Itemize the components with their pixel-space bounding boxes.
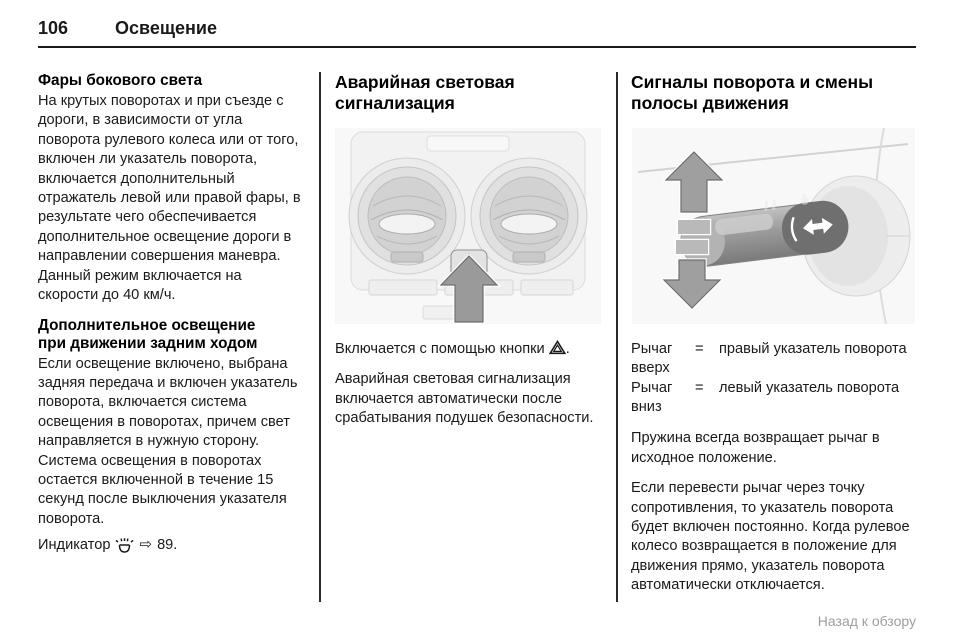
indicator-label: Индикатор bbox=[38, 536, 111, 553]
column-divider bbox=[616, 72, 618, 602]
page-ref-arrow-icon: ⇨ bbox=[139, 536, 153, 554]
cornering-light-indicator-icon bbox=[115, 537, 134, 554]
table-term: Рычаг вверх bbox=[631, 340, 673, 377]
section-title-side-lights: Фары бокового света bbox=[38, 72, 203, 89]
hazard-button-illustration bbox=[335, 128, 601, 324]
back-to-overview-link[interactable]: Назад к обзору bbox=[817, 613, 916, 629]
table-term: Рычаг вниз bbox=[631, 379, 673, 415]
hazard-warning-triangle-icon bbox=[549, 340, 566, 355]
content-columns bbox=[38, 72, 916, 604]
header-rule bbox=[38, 46, 916, 48]
page-number: 106 bbox=[38, 18, 69, 38]
indicator-reference-line bbox=[38, 535, 305, 555]
table-definition: левый указатель поворота bbox=[719, 379, 900, 396]
hazard-activation-text: Включается с помощью кнопки . bbox=[335, 340, 570, 357]
section-body-side-lights: На крутых поворотах и при съезде с дороги, в зависимости от угла поворота рулевого колеса или от того, включен ли указатель поворота, включается дополнительный отражатель левой или правой фары, в результате чего обеспечивается дополнительное освещение дороги в направлении совершения маневра. Данный режим включается на скорости до 40 км/ч. bbox=[38, 93, 301, 304]
resistance-point-text: Если перевести рычаг через точку сопротивления, то указатель поворота будет включен постоянно. Когда рулевое колесо возвращается в положение для движения прямо, указатель поворота автоматически отключается. bbox=[631, 480, 910, 594]
page-header bbox=[38, 18, 916, 39]
column-hazard-lights bbox=[335, 72, 601, 607]
section-title-turn-signals: Сигналы поворота и смены полосы движения bbox=[631, 72, 874, 114]
column-turn-signals bbox=[631, 72, 916, 607]
table-equals: = bbox=[695, 379, 704, 396]
column-side-lights bbox=[38, 72, 305, 607]
page-ref-number: 89. bbox=[157, 536, 178, 553]
column-divider bbox=[319, 72, 321, 602]
section-title-reversing-light: Дополнительное освещение при движении задним ходом bbox=[38, 316, 258, 352]
table-equals: = bbox=[695, 340, 704, 357]
spring-return-text: Пружина всегда возвращает рычаг в исходное положение. bbox=[631, 430, 880, 466]
hazard-auto-text: Аварийная световая сигнализация включается автоматически после срабатывания подушек безопасности. bbox=[335, 371, 594, 426]
turn-signal-lever-illustration bbox=[631, 128, 916, 324]
section-title-hazard-lights: Аварийная световая сигнализация bbox=[335, 72, 515, 114]
page-footer bbox=[38, 613, 916, 631]
section-body-reversing-light: Если освещение включено, выбрана задняя передача и включен указатель поворота, включается система освещения в поворотах, причем свет направляется в нужную сторону. Система освещения в поворотах остается включенной в течение 15 секунд после выключения указателя поворота. bbox=[38, 355, 298, 527]
lever-position-table bbox=[631, 340, 916, 418]
table-definition: правый указатель поворота bbox=[719, 340, 907, 357]
chapter-title: Освещение bbox=[115, 18, 217, 38]
